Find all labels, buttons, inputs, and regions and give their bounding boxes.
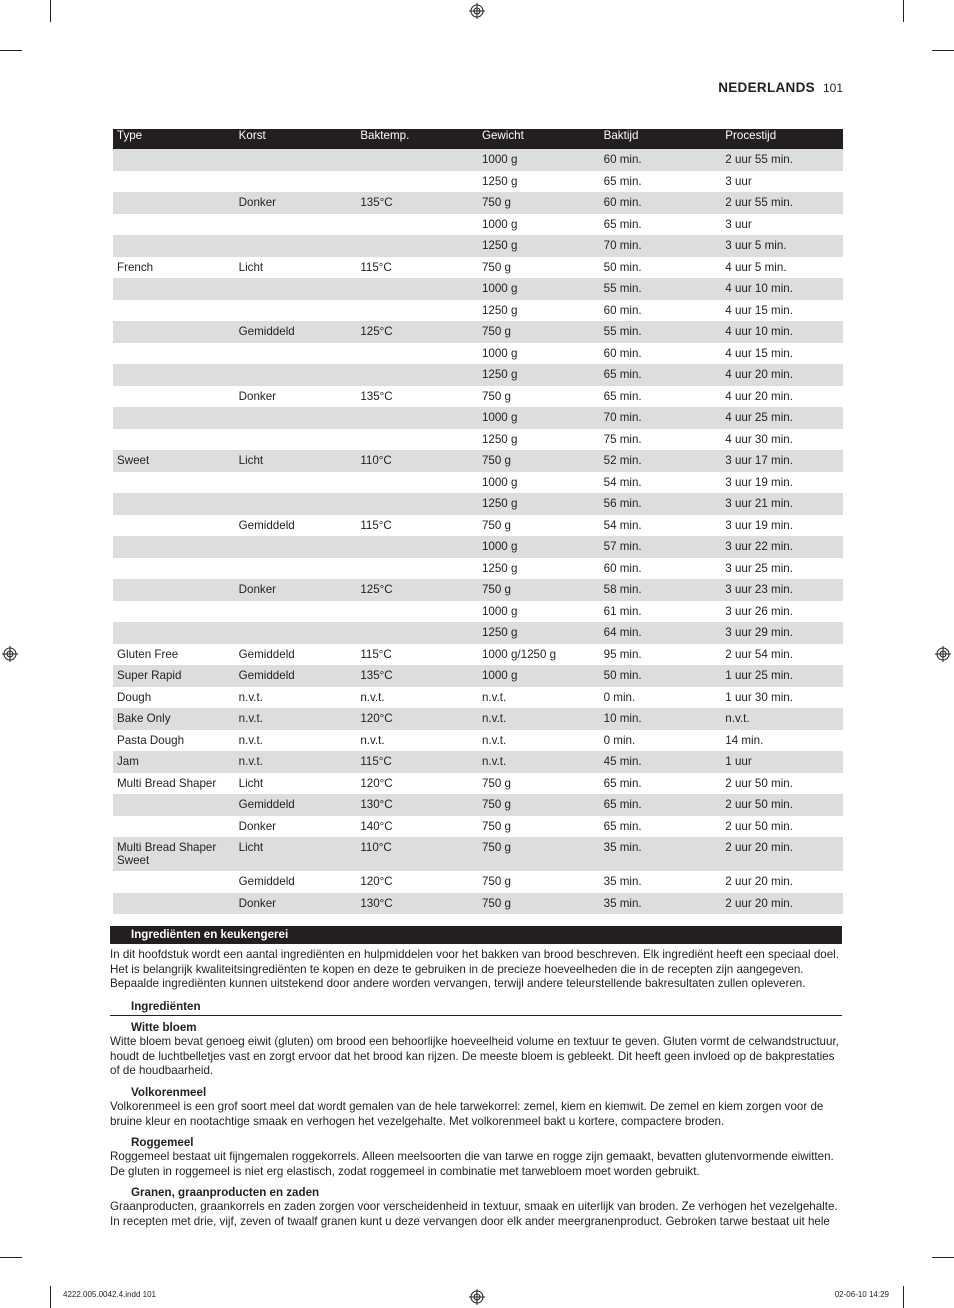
- table-cell: 10 min.: [600, 708, 722, 730]
- table-row: [113, 472, 843, 494]
- table-cell: 1 uur 25 min.: [721, 665, 843, 687]
- table-cell: 750 g: [478, 321, 600, 343]
- table-cell: 60 min.: [603, 303, 642, 317]
- table-cell: 1250 g: [478, 364, 600, 386]
- table-cell: Licht: [235, 837, 357, 871]
- crop-mark: [903, 1286, 904, 1308]
- table-cell: n.v.t.: [481, 733, 507, 747]
- table-cell: 2 uur 20 min.: [721, 893, 843, 915]
- table-cell: 1250 g: [478, 235, 600, 257]
- table-row: [113, 407, 843, 429]
- table-cell: 750 g: [478, 450, 600, 472]
- table-row: [113, 751, 843, 773]
- table-cell: [356, 407, 478, 429]
- table-row: [113, 579, 843, 601]
- table-cell: 35 min.: [600, 837, 722, 871]
- table-cell: n.v.t.: [235, 751, 357, 773]
- table-cell: Multi Bread Shaper: [117, 776, 217, 790]
- table-cell: 35 min.: [603, 875, 642, 888]
- table-cell: French: [117, 260, 154, 274]
- registration-mark-icon: [2, 646, 18, 662]
- table-cell: 3 uur 21 min.: [721, 493, 843, 515]
- table-cell: [235, 429, 357, 451]
- table-cell: Gemiddeld: [235, 794, 357, 816]
- section-intro: In dit hoofdstuk wordt een aantal ingrediënten en hulpmiddelen voor het bakken van brood beschreven. Elk ingrediënt heeft een speciaal doel. Het is belangrijk kwaliteitsingrediënten te kopen en deze te gebruiken in de precieze hoeveelheden die in de recepten zijn aangegeven. Bepaalde ingrediënten kunnen uitstekend door andere worden vervangen, terwijl andere teleurstellende bakresultaten zullen opleveren.: [110, 948, 839, 990]
- table-cell: 65 min.: [600, 364, 722, 386]
- table-cell: n.v.t.: [360, 733, 385, 747]
- crop-mark: [932, 1257, 954, 1258]
- table-cell: [356, 235, 478, 257]
- ingredient-text: Witte bloem bevat genoeg eiwit (gluten) om brood een behoorlijke hoeveelheid volume en textuur te geven. Gluten vormt de celwandstructuur, houdt de luchtbelletjes vast en zorgt ervoor dat het brood kan rijzen. De meeste bloem is gebleekt. Dit heeft geen invloed op de bakprestaties of de houdbaarheid.: [110, 1035, 839, 1077]
- table-cell: [235, 364, 357, 386]
- table-cell: [113, 429, 235, 451]
- table-cell: 2 uur 54 min.: [725, 647, 793, 661]
- table-cell: 750 g: [478, 893, 600, 915]
- ingredient-heading: Witte bloem: [131, 1021, 197, 1034]
- table-cell: Gemiddeld: [238, 647, 295, 661]
- table-cell: 1000 g: [481, 604, 518, 618]
- table-cell: 120°C: [356, 708, 478, 730]
- table-cell: 95 min.: [603, 647, 642, 661]
- table-cell: [356, 278, 478, 300]
- divider: [110, 1015, 842, 1016]
- table-cell: Gemiddeld: [235, 321, 357, 343]
- table-cell: 4 uur 5 min.: [725, 260, 787, 274]
- table-header-row: [113, 129, 843, 149]
- table-cell: 120°C: [360, 776, 393, 790]
- table-cell: 1000 g/1250 g: [481, 647, 557, 661]
- table-cell: 750 g: [478, 579, 600, 601]
- table-cell: [113, 407, 235, 429]
- table-cell: 60 min.: [600, 149, 722, 171]
- table-row: [113, 622, 843, 644]
- table-cell: 2 uur 50 min.: [725, 776, 793, 790]
- table-cell: [356, 364, 478, 386]
- table-cell: n.v.t.: [238, 733, 263, 747]
- table-cell: [356, 601, 478, 623]
- table-cell: 58 min.: [600, 579, 722, 601]
- table-cell: [113, 343, 235, 365]
- section-title: Ingrediënten en keukengerei: [110, 926, 842, 944]
- table-cell: n.v.t.: [478, 708, 600, 730]
- table-cell: Donker: [235, 579, 357, 601]
- table-cell: 2 uur 50 min.: [725, 819, 793, 833]
- crop-mark: [903, 0, 904, 22]
- table-cell: 3 uur: [725, 217, 752, 231]
- crop-mark: [50, 1286, 51, 1308]
- table-cell: 3 uur 19 min.: [725, 518, 793, 532]
- table-cell: [113, 214, 235, 236]
- table-cell: [235, 472, 357, 494]
- table-cell: 54 min.: [603, 518, 642, 532]
- table-cell: Donker: [238, 819, 277, 833]
- table-cell: [113, 493, 235, 515]
- registration-mark-icon: [935, 646, 951, 662]
- column-header: Korst: [235, 129, 357, 149]
- table-cell: [356, 300, 478, 322]
- table-cell: [235, 493, 357, 515]
- registration-mark-icon: [469, 3, 485, 19]
- table-cell: 57 min.: [600, 536, 722, 558]
- table-cell: 1250 g: [481, 303, 518, 317]
- table-cell: Gemiddeld: [235, 665, 357, 687]
- table-cell: 2 uur 55 min.: [721, 149, 843, 171]
- table-row: [113, 708, 843, 730]
- table-cell: n.v.t.: [721, 708, 843, 730]
- table-cell: 4 uur 10 min.: [721, 321, 843, 343]
- table-cell: 3 uur 19 min.: [725, 475, 793, 489]
- table-cell: 4 uur 20 min.: [725, 389, 793, 403]
- table-cell: 3 uur: [725, 174, 752, 188]
- table-cell: 750 g: [481, 389, 511, 403]
- column-header: Gewicht: [478, 129, 600, 149]
- table-cell: 50 min.: [603, 260, 642, 274]
- table-cell: Gemiddeld: [238, 875, 295, 888]
- table-cell: [113, 235, 235, 257]
- table-cell: [113, 622, 235, 644]
- table-cell: Donker: [235, 893, 357, 915]
- table-cell: 60 min.: [603, 561, 642, 575]
- table-row: [113, 321, 843, 343]
- table-row: [113, 730, 843, 752]
- table-row: [113, 149, 843, 171]
- table-row: [113, 343, 843, 365]
- registration-mark-icon: [469, 1289, 485, 1305]
- table-cell: n.v.t.: [238, 690, 263, 704]
- footer-file-label: 4222.005.0042.4.indd 101: [63, 1290, 156, 1299]
- table-cell: 115°C: [360, 647, 392, 661]
- table-cell: 115°C: [360, 518, 392, 532]
- table-cell: [356, 558, 478, 580]
- crop-mark: [0, 50, 22, 51]
- table-cell: 1000 g: [478, 149, 600, 171]
- table-cell: 1 uur 30 min.: [725, 690, 793, 704]
- table-cell: [113, 171, 235, 193]
- table-row: [113, 493, 843, 515]
- table-cell: 65 min.: [603, 217, 642, 231]
- table-row: [113, 558, 843, 580]
- table-row: [113, 665, 843, 687]
- table-cell: 3 uur 22 min.: [721, 536, 843, 558]
- table-cell: 1250 g: [478, 622, 600, 644]
- table-cell: [113, 601, 235, 623]
- table-cell: [113, 579, 235, 601]
- table-cell: [235, 171, 357, 193]
- table-cell: [356, 472, 478, 494]
- table-cell: Donker: [238, 389, 277, 403]
- table-cell: 4 uur 15 min.: [725, 346, 793, 360]
- table-cell: Gluten Free: [117, 647, 179, 661]
- table-cell: [113, 364, 235, 386]
- table-cell: 75 min.: [603, 432, 642, 446]
- table-cell: 750 g: [481, 518, 511, 532]
- ingredient-text: Roggemeel bestaat uit fijngemalen roggekorrels. Alleen meelsoorten die van tarwe en rogge zijn gemaakt, bevatten glutenvormende eiwitten. De gluten in roggemeel is niet erg elastisch, zodat roggemeel in combinatie met tarwebloem moet worden gebruikt.: [110, 1150, 834, 1178]
- table-cell: 750 g: [481, 260, 511, 274]
- table-cell: 35 min.: [600, 893, 722, 915]
- crop-mark: [932, 50, 954, 51]
- column-header: Type: [113, 129, 235, 149]
- table-cell: 1000 g: [478, 278, 600, 300]
- table-cell: 750 g: [481, 776, 511, 790]
- table-cell: [235, 407, 357, 429]
- table-row: [113, 816, 843, 838]
- table-cell: 1 uur: [721, 751, 843, 773]
- table-row: [113, 515, 843, 537]
- table-cell: 140°C: [360, 819, 393, 833]
- table-cell: 64 min.: [600, 622, 722, 644]
- table-cell: 61 min.: [603, 604, 642, 618]
- ingredient-heading: Roggemeel: [131, 1136, 194, 1149]
- table-cell: 125°C: [356, 579, 478, 601]
- table-cell: n.v.t.: [478, 751, 600, 773]
- ingredient-text: Volkorenmeel is een grof soort meel dat wordt gemalen van de hele tarwekorrel: zemel, kiem en kiemwit. De zemel en kiem zorgen voor de bruine kleur en nootachtige smaak en verhogen het vezelgehalte. Met volkorenmeel bakt u kortere, compactere broden.: [110, 1100, 824, 1128]
- table-cell: [113, 536, 235, 558]
- table-cell: Pasta Dough: [117, 733, 185, 747]
- table-cell: 3 uur 5 min.: [721, 235, 843, 257]
- table-cell: 110°C: [356, 837, 478, 871]
- table-cell: 135°C: [356, 192, 478, 214]
- table-row: [113, 893, 843, 915]
- table-cell: [356, 343, 478, 365]
- table-cell: 130°C: [356, 893, 478, 915]
- table-cell: [235, 300, 357, 322]
- table-cell: [113, 893, 235, 915]
- table-cell: 55 min.: [600, 278, 722, 300]
- ingredient-text: Graanproducten, graankorrels en zaden zorgen voor verscheidenheid in textuur, smaak en uiterlijk van broden. Ze verhogen het vezelgehalte. In recepten met drie, vijf, zeven of twaalf granen kunt u deze vervangen door elk ander meergranenproduct. Gebroken tarwe bestaat uit hele: [110, 1200, 838, 1228]
- table-cell: 125°C: [356, 321, 478, 343]
- ingredient-heading: Granen, graanproducten en zaden: [131, 1186, 320, 1199]
- table-row: [113, 687, 843, 709]
- table-cell: 750 g: [478, 192, 600, 214]
- table-cell: 65 min.: [600, 794, 722, 816]
- table-row: [113, 214, 843, 236]
- page-number: 101: [822, 81, 843, 95]
- table-cell: [235, 214, 357, 236]
- table-cell: Sweet: [113, 450, 235, 472]
- table-cell: [113, 558, 235, 580]
- table-cell: 0 min.: [603, 690, 636, 704]
- table-cell: 65 min.: [603, 389, 642, 403]
- table-cell: 0 min.: [603, 733, 636, 747]
- table-cell: [356, 536, 478, 558]
- table-cell: 115°C: [360, 260, 392, 274]
- table-cell: 4 uur 10 min.: [721, 278, 843, 300]
- table-cell: Gemiddeld: [238, 518, 295, 532]
- table-cell: [113, 300, 235, 322]
- table-cell: [235, 622, 357, 644]
- table-cell: 54 min.: [603, 475, 642, 489]
- table-row: [113, 644, 843, 666]
- table-cell: 750 g: [481, 819, 511, 833]
- table-cell: 135°C: [360, 389, 393, 403]
- table-cell: 1250 g: [481, 561, 518, 575]
- baking-table: [113, 129, 843, 914]
- table-cell: n.v.t.: [481, 690, 507, 704]
- table-cell: 3 uur 25 min.: [725, 561, 793, 575]
- table-cell: Licht: [238, 260, 264, 274]
- table-cell: Donker: [235, 192, 357, 214]
- table-cell: Dough: [117, 690, 152, 704]
- table-row: [113, 871, 843, 893]
- table-cell: [356, 429, 478, 451]
- table-cell: Licht: [238, 776, 264, 790]
- crop-mark: [0, 1257, 22, 1258]
- table-cell: [113, 386, 235, 408]
- table-cell: 65 min.: [603, 776, 642, 790]
- table-cell: 4 uur 25 min.: [721, 407, 843, 429]
- table-cell: 1000 g: [478, 665, 600, 687]
- table-cell: [356, 149, 478, 171]
- table-cell: 50 min.: [600, 665, 722, 687]
- ingredient-heading: Volkorenmeel: [131, 1086, 207, 1099]
- table-cell: 4 uur 20 min.: [721, 364, 843, 386]
- table-cell: Licht: [235, 450, 357, 472]
- table-cell: 1000 g: [481, 475, 518, 489]
- table-cell: 2 uur 20 min.: [721, 837, 843, 871]
- table-cell: 3 uur 23 min.: [721, 579, 843, 601]
- table-row: [113, 257, 843, 279]
- table-cell: 70 min.: [600, 407, 722, 429]
- table-row: [113, 450, 843, 472]
- table-cell: Super Rapid: [113, 665, 235, 687]
- table-cell: [113, 278, 235, 300]
- table-cell: 1000 g: [478, 407, 600, 429]
- table-cell: [356, 214, 478, 236]
- table-cell: 4 uur 15 min.: [725, 303, 793, 317]
- table-cell: [235, 536, 357, 558]
- table-cell: [235, 343, 357, 365]
- table-cell: 750 g: [478, 794, 600, 816]
- table-row: [113, 429, 843, 451]
- table-cell: [235, 558, 357, 580]
- table-cell: Jam: [113, 751, 235, 773]
- table-cell: 45 min.: [600, 751, 722, 773]
- table-cell: 130°C: [356, 794, 478, 816]
- table-cell: 110°C: [356, 450, 478, 472]
- table-cell: [113, 794, 235, 816]
- column-header: Procestijd: [721, 129, 843, 149]
- table-cell: 65 min.: [603, 174, 642, 188]
- column-header: Baktemp.: [356, 129, 478, 149]
- table-cell: 70 min.: [600, 235, 722, 257]
- table-row: [113, 773, 843, 795]
- table-row: [113, 278, 843, 300]
- page-header: [718, 80, 843, 95]
- table-body: [113, 149, 843, 914]
- table-cell: n.v.t.: [360, 690, 385, 704]
- table-cell: 65 min.: [603, 819, 642, 833]
- subsection-heading: Ingrediënten: [131, 1000, 201, 1013]
- table-cell: 4 uur 30 min.: [725, 432, 793, 446]
- table-row: [113, 171, 843, 193]
- table-cell: 2 uur 55 min.: [721, 192, 843, 214]
- table-row: [113, 386, 843, 408]
- table-cell: 135°C: [356, 665, 478, 687]
- table-cell: [113, 472, 235, 494]
- table-row: [113, 601, 843, 623]
- table-cell: n.v.t.: [235, 708, 357, 730]
- table-cell: 115°C: [356, 751, 478, 773]
- table-row: [113, 192, 843, 214]
- table-cell: 1000 g: [481, 217, 518, 231]
- table-row: [113, 364, 843, 386]
- table-cell: [113, 871, 235, 893]
- table-cell: [113, 149, 235, 171]
- table-cell: [235, 278, 357, 300]
- table-row: [113, 794, 843, 816]
- table-cell: [235, 149, 357, 171]
- table-cell: 52 min.: [600, 450, 722, 472]
- table-cell: 1250 g: [481, 432, 518, 446]
- table-cell: [235, 601, 357, 623]
- table-row: [113, 235, 843, 257]
- table-cell: 3 uur 26 min.: [725, 604, 793, 618]
- table-cell: [356, 493, 478, 515]
- table-cell: 3 uur 29 min.: [721, 622, 843, 644]
- table-row: [113, 300, 843, 322]
- footer-datetime: 02-06-10 14:29: [834, 1290, 889, 1299]
- table-cell: 56 min.: [600, 493, 722, 515]
- table-cell: 1000 g: [481, 346, 518, 360]
- table-cell: Multi Bread Shaper Sweet: [113, 837, 235, 871]
- table-cell: 1250 g: [478, 493, 600, 515]
- table-cell: [113, 515, 235, 537]
- table-cell: [113, 321, 235, 343]
- table-cell: Bake Only: [113, 708, 235, 730]
- table-cell: 2 uur 50 min.: [721, 794, 843, 816]
- table-cell: 750 g: [481, 875, 511, 888]
- table-cell: 750 g: [478, 837, 600, 871]
- table-cell: [113, 192, 235, 214]
- table-cell: 14 min.: [725, 733, 764, 747]
- crop-mark: [50, 0, 51, 22]
- table-cell: [113, 816, 235, 838]
- table-row: [113, 837, 843, 871]
- table-cell: 60 min.: [603, 346, 642, 360]
- table-cell: [356, 622, 478, 644]
- table-cell: 2 uur 20 min.: [725, 875, 793, 888]
- language-label: NEDERLANDS: [718, 80, 815, 95]
- table-cell: [356, 171, 478, 193]
- table-cell: 1250 g: [481, 174, 518, 188]
- table-cell: 55 min.: [600, 321, 722, 343]
- table-cell: [235, 235, 357, 257]
- table-cell: 3 uur 17 min.: [721, 450, 843, 472]
- table-cell: 1000 g: [478, 536, 600, 558]
- table-cell: 60 min.: [600, 192, 722, 214]
- column-header: Baktijd: [600, 129, 722, 149]
- table-cell: 120°C: [360, 875, 393, 888]
- table-row: [113, 536, 843, 558]
